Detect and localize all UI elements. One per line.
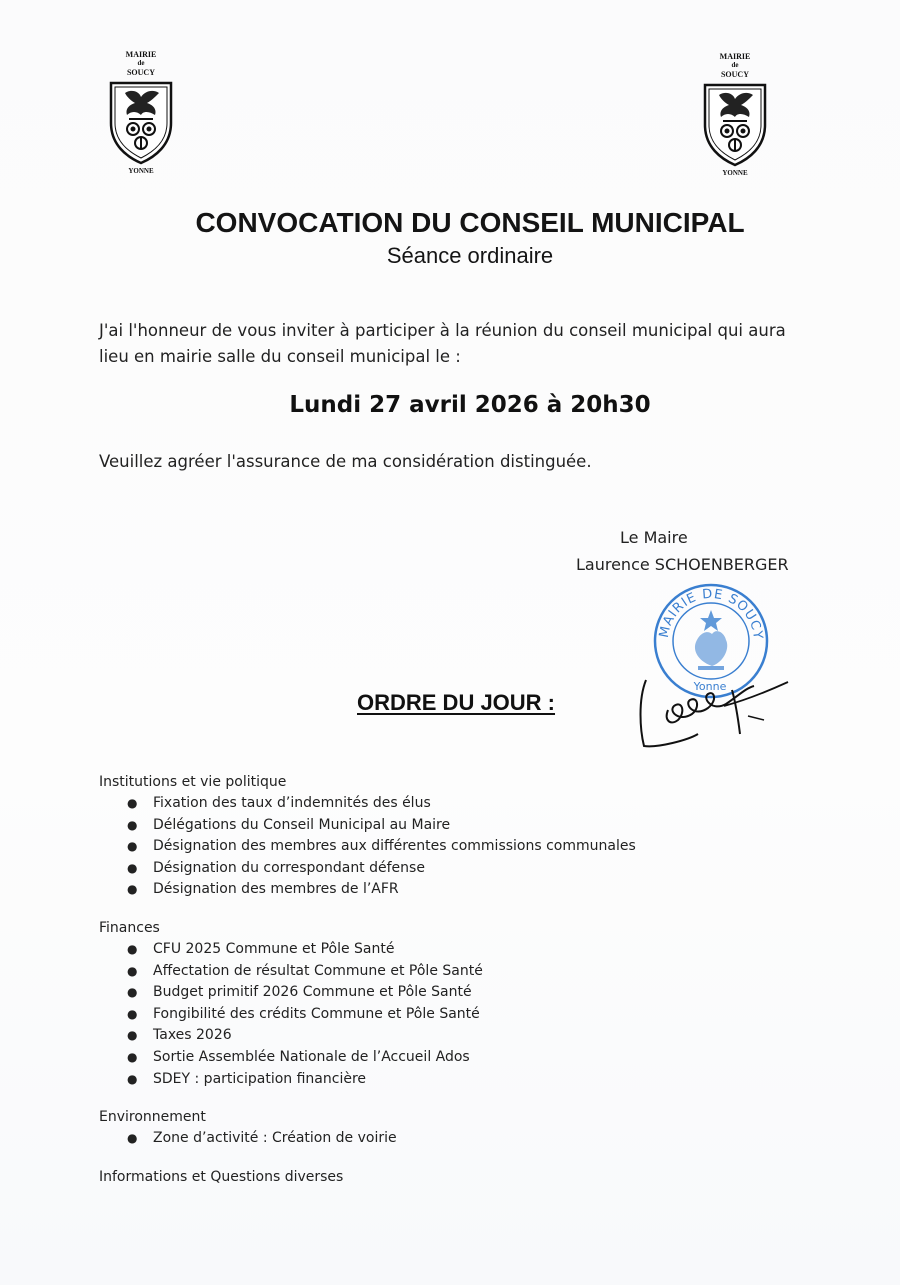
section-title: Finances: [99, 919, 160, 936]
bullet-icon: ●: [127, 1006, 138, 1021]
agenda-item: ● SDEY : participation financière: [99, 1069, 799, 1091]
bullet-icon: ●: [127, 985, 138, 1000]
bullet-icon: ●: [127, 817, 138, 832]
bullet-icon: ●: [127, 882, 138, 897]
bullet-icon: ●: [127, 860, 138, 875]
closing-formula: Veuillez agréer l'assurance de ma considération distinguée.: [99, 452, 592, 471]
document-title: CONVOCATION DU CONSEIL MUNICIPAL: [195, 207, 745, 238]
intro-line-2: lieu en mairie salle du conseil municipal le :: [99, 347, 461, 366]
agenda-item: ● Zone d’activité : Création de voirie: [99, 1128, 799, 1150]
document-subtitle: Séance ordinaire: [386, 243, 554, 268]
crest-left-line1: MAIRIE: [125, 50, 157, 59]
agenda-section-environnement: [99, 1107, 799, 1150]
crest-right: [690, 52, 780, 182]
bullet-icon: ●: [127, 963, 138, 978]
signatory-name: Laurence SCHOENBERGER: [576, 555, 789, 574]
agenda-item: ● Affectation de résultat Commune et Pôle Santé: [99, 961, 799, 983]
agenda-closing-item: Informations et Questions diverses: [99, 1168, 344, 1185]
agenda-item: ● Sortie Assemblée Nationale de l’Accueil Ados: [99, 1047, 799, 1069]
crest-right-line3: SOUCY: [720, 70, 749, 79]
crest-right-line1: MAIRIE: [719, 52, 751, 61]
agenda-item: ● Taxes 2026: [99, 1025, 799, 1047]
meeting-date: Lundi 27 avril 2026 à 20h30: [289, 392, 651, 418]
intro-line-1: J'ai l'honneur de vous inviter à participer à la réunion du conseil municipal qui aura: [99, 321, 786, 340]
agenda-item: ● Fongibilité des crédits Commune et Pôle Santé: [99, 1004, 799, 1026]
crest-right-line2: de: [731, 61, 739, 69]
handwritten-signature: [628, 660, 798, 760]
agenda-list: [99, 772, 799, 1188]
section-title: Environnement: [99, 1109, 206, 1126]
agenda-item: ● Désignation des membres aux différentes commissions communales: [99, 836, 799, 858]
bullet-icon: ●: [127, 1049, 138, 1064]
coat-of-arms-icon: [107, 79, 175, 165]
agenda-item: ● Désignation du correspondant défense: [99, 858, 799, 880]
crest-left: [96, 50, 186, 180]
agenda-section-institutions: [99, 772, 799, 901]
signatory-title: Le Maire: [620, 528, 688, 547]
agenda-item: ● Fixation des taux d’indemnités des élus: [99, 793, 799, 815]
bullet-icon: ●: [127, 839, 138, 854]
agenda-section-finances: [99, 918, 799, 1090]
agenda-item: ● Désignation des membres de l’AFR: [99, 879, 799, 901]
stamp-bottom-text: Yonne: [693, 680, 727, 693]
agenda-item: ● Budget primitif 2026 Commune et Pôle Santé: [99, 982, 799, 1004]
agenda-item: ● Délégations du Conseil Municipal au Maire: [99, 815, 799, 837]
section-title: Institutions et vie politique: [99, 774, 287, 790]
intro-paragraph: [99, 318, 844, 370]
agenda-item: ● CFU 2025 Commune et Pôle Santé: [99, 939, 799, 961]
bullet-icon: ●: [127, 1028, 138, 1043]
svg-text:MAIRIE DE SOUCY: MAIRIE DE SOUCY: [656, 586, 766, 641]
crest-left-line3: SOUCY: [126, 68, 155, 77]
bullet-icon: ●: [127, 796, 138, 810]
crest-left-line2: de: [137, 59, 145, 67]
coat-of-arms-icon: [701, 81, 769, 167]
bullet-icon: ●: [127, 1071, 138, 1086]
crest-left-line4: YONNE: [128, 167, 154, 175]
bullet-icon: ●: [127, 1131, 138, 1146]
bullet-icon: ●: [127, 941, 138, 956]
crest-right-line4: YONNE: [722, 169, 748, 177]
agenda-heading: ORDRE DU JOUR :: [357, 690, 556, 715]
